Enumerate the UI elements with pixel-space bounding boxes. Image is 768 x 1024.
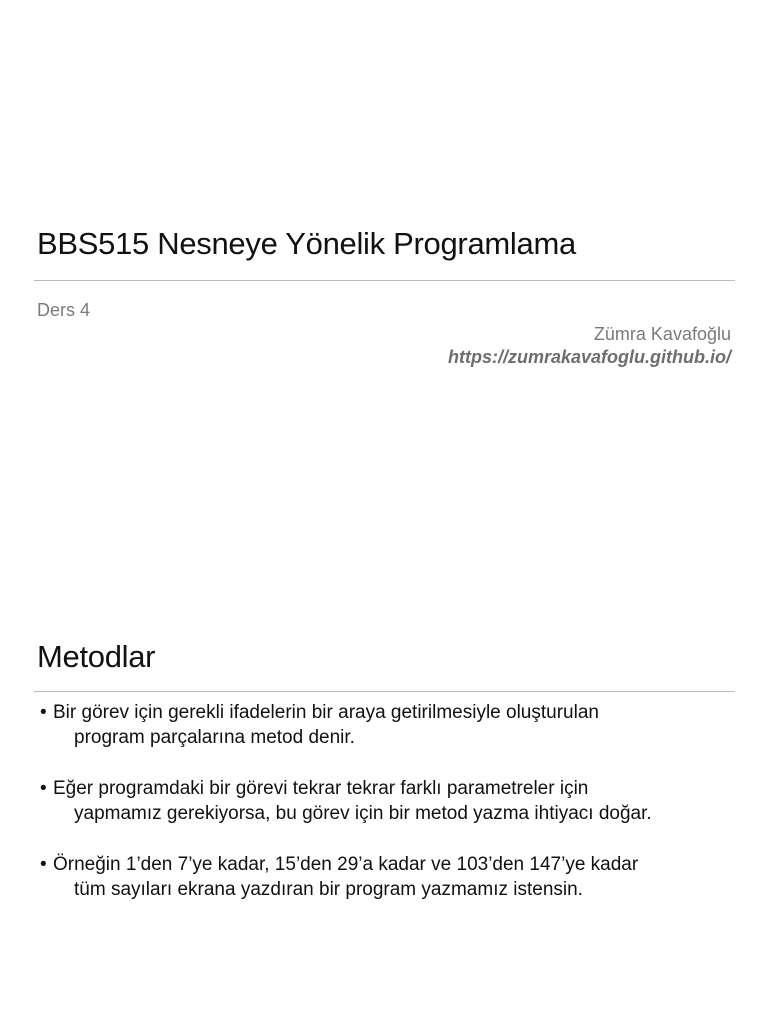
bullet-text-line: Eğer programdaki bir görevi tekrar tekrar farklı parametreler için — [53, 778, 589, 799]
bullet-marker: • — [40, 778, 47, 799]
author-name: Zümra Kavafoğlu — [593, 324, 731, 344]
author-website-link[interactable]: https://zumrakavafoglu.github.io/ — [448, 347, 731, 367]
bullet-text-line: yapmamız gerekiyorsa, bu görev için bir metod yazma ihtiyacı doğar. — [74, 803, 652, 824]
bullet-list — [40, 700, 730, 928]
bullet-marker: • — [40, 854, 47, 875]
bullet-text-line: Örneğin 1’den 7’ye kadar, 15’den 29’a kadar ve 103’den 147’ye kadar — [53, 854, 639, 875]
slide-title: Metodlar — [37, 639, 156, 674]
bullet-text-line: program parçalarına metod denir. — [74, 727, 355, 748]
bullet-marker: • — [40, 702, 47, 723]
content-slide — [0, 512, 768, 1024]
title-divider — [34, 691, 735, 692]
title-divider — [34, 280, 735, 281]
list-item — [40, 700, 730, 750]
list-item — [40, 852, 730, 902]
list-item — [40, 776, 730, 826]
lecture-number: Ders 4 — [37, 300, 91, 320]
bullet-text-line: Bir görev için gerekli ifadelerin bir araya getirilmesiyle oluşturulan — [53, 702, 599, 723]
bullet-text-line: tüm sayıları ekrana yazdıran bir program yazmamız istensin. — [74, 879, 583, 900]
slide-title: BBS515 Nesneye Yönelik Programlama — [37, 226, 576, 261]
